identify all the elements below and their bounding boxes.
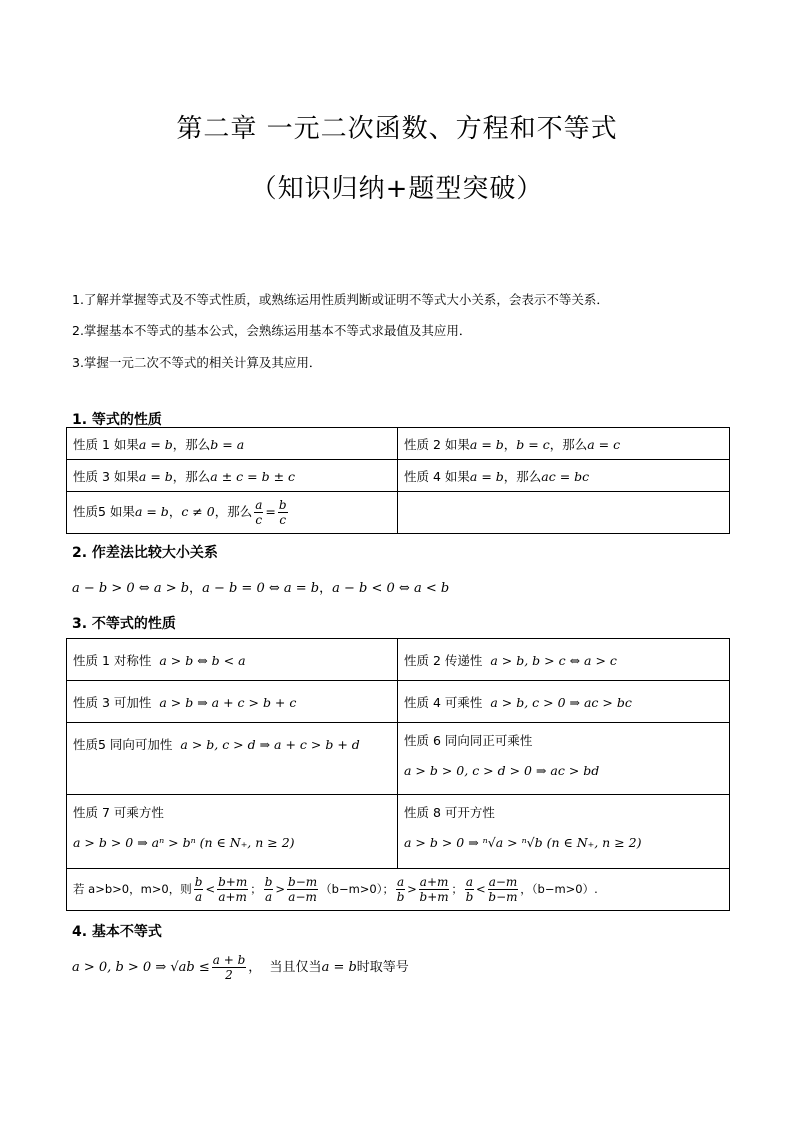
table-cell: 性质 8 可开方性 a > b > 0 ⇒ ⁿ√a > ⁿ√b (n ∈ N₊, n ≥ 2)	[398, 795, 730, 869]
table-cell: 性质 3 如果a = b，那么a ± c = b ± c	[67, 460, 398, 492]
section-heading-equality: 1. 等式的性质	[72, 412, 162, 428]
table-cell: 性质 1 如果a = b，那么b = a	[67, 428, 398, 460]
difference-method-formula: a − b > 0 ⇔ a > b，a − b = 0 ⇔ a = b，a − b < 0 ⇔ a < b	[72, 581, 450, 596]
table-cell: 性质 2 如果a = b，b = c，那么a = c	[398, 428, 730, 460]
objective-1: 1.了解并掌握等式及不等式性质，或熟练运用性质判断或证明不等式大小关系，会表示不等关系．	[72, 292, 609, 307]
fraction: $\frac{b}{c}$	[278, 498, 287, 527]
table-cell: 性质5 同向可加性 a > b, c > d ⇒ a + c > b + d	[67, 723, 398, 795]
document-title: 第二章 一元二次函数、方程和不等式	[176, 114, 618, 144]
table-cell: 性质 3 可加性 a > b ⇒ a + c > b + c	[67, 681, 398, 723]
table-cell: 性质5 如果a = b，c ≠ 0，那么 $\frac{a}{c}$ = $\frac{b}{c}$	[67, 492, 398, 534]
table-cell: 性质 2 传递性 a > b, b > c ⇔ a > c	[398, 639, 730, 681]
fraction: $\frac{a}{c}$	[255, 498, 263, 527]
basic-inequality-formula: a > 0, b > 0 ⇒ √ab ≤ $\frac{a + b}{2}$ ， 当且仅当a = b时取等号	[72, 953, 409, 982]
table-cell-fraction-properties: 若 a>b>0，m>0，则 $\frac{b}{a}$ < $\frac{b+m}{a+m}$ ； $\frac{b}{a}$ > $\frac{b-m}{a-m}$ （b−m>0）； $\frac{a}{b}$ > $\frac{a+m}{b+m}$ ； $\frac{a}{b}$ < $\frac{a-m}{b-m}$ ，（b−m>0）.	[67, 869, 730, 911]
table-cell: 性质 4 如果a = b，那么ac = bc	[398, 460, 730, 492]
section-heading-inequality: 3. 不等式的性质	[72, 616, 176, 632]
document-subtitle: （知识归纳+题型突破）	[250, 174, 544, 204]
table-cell: 性质 7 可乘方性 a > b > 0 ⇒ aⁿ > bⁿ (n ∈ N₊, n ≥ 2)	[67, 795, 398, 869]
objective-3: 3.掌握一元二次不等式的相关计算及其应用．	[72, 355, 322, 370]
section-heading-basic-inequality: 4. 基本不等式	[72, 924, 162, 940]
fraction: $\frac{a + b}{2}$	[212, 953, 246, 982]
objective-2: 2.掌握基本不等式的基本公式，会熟练运用基本不等式求最值及其应用．	[72, 323, 472, 338]
inequality-properties-table	[66, 638, 730, 911]
table-cell: 性质 4 可乘性 a > b, c > 0 ⇒ ac > bc	[398, 681, 730, 723]
equality-properties-table	[66, 427, 730, 534]
table-cell-empty	[398, 492, 730, 534]
section-heading-difference: 2. 作差法比较大小关系	[72, 545, 218, 561]
table-cell: 性质 1 对称性 a > b ⇔ b < a	[67, 639, 398, 681]
table-cell: 性质 6 同向同正可乘性 a > b > 0, c > d > 0 ⇒ ac > bd	[398, 723, 730, 795]
